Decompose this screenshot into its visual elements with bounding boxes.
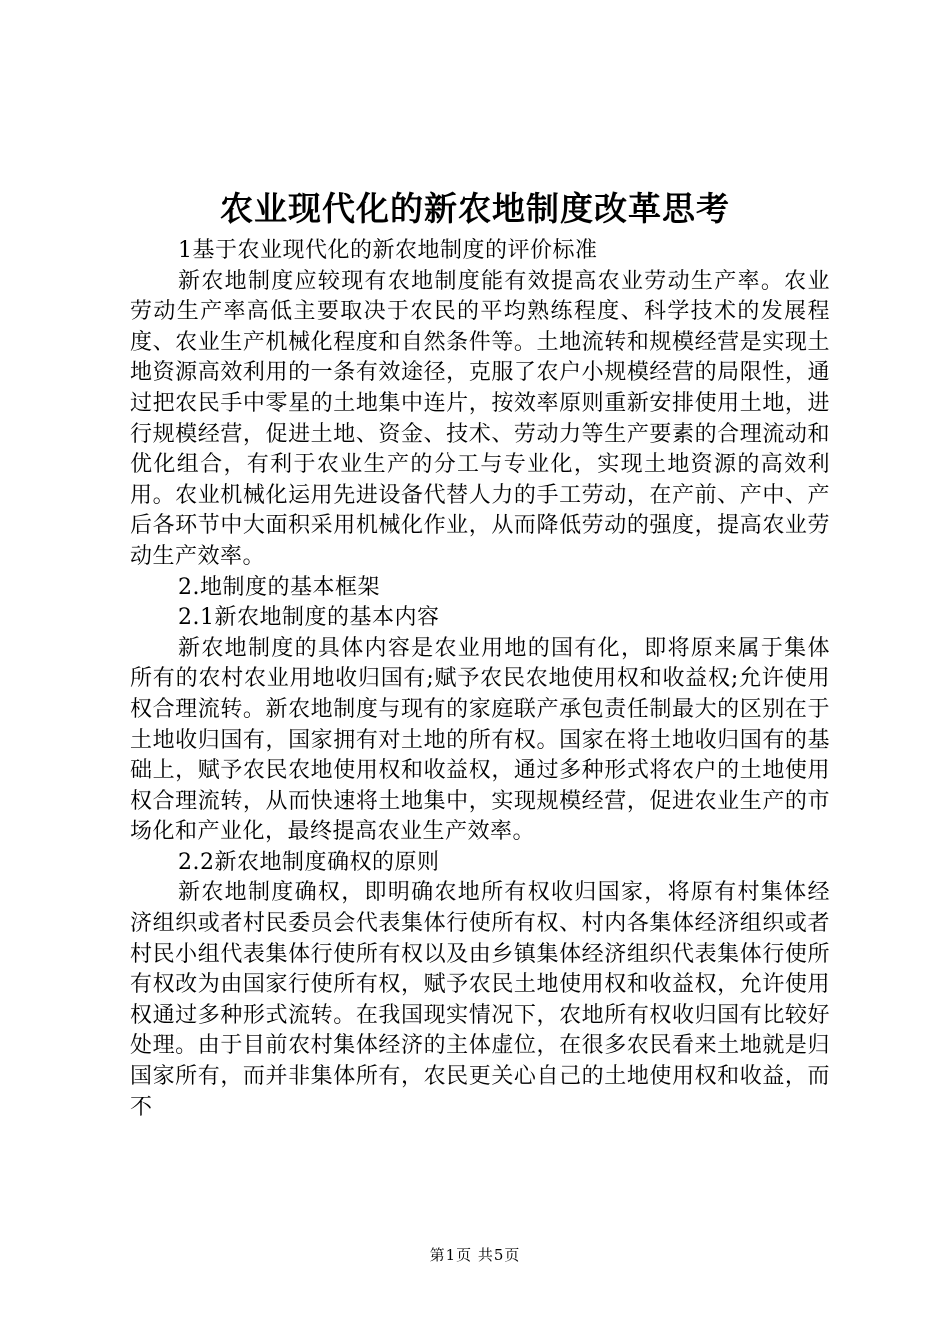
paragraph-1: 新农地制度应较现有农地制度能有效提高农业劳动生产率。农业劳动生产率高低主要取决于农民的平均熟练程度、科学技术的发展程度、农业生产机械化程度和自然条件等。土地流转和规模经营是实现土地资源高效利用的一条有效途径，克服了农户小规模经营的局限性，通过把农民手中零星的土地集中连片，按效率原则重新安排使用土地，进行规模经营，促进土地、资金、技术、劳动力等生产要素的合理流动和优化组合，有利于农业生产的分工与专业化，实现土地资源的高效利用。农业机械化运用先进设备代替人力的手工劳动，在产前、产中、产后各环节中大面积采用机械化作业，从而降低劳动的强度，提高农业劳动生产效率。 [130, 268, 830, 569]
paragraph-2: 新农地制度的具体内容是农业用地的国有化，即将原来属于集体所有的农村农业用地收归国有;赋予农民农地使用权和收益权;允许使用权合理流转。新农地制度与现有的家庭联产承包责任制最大的区别在于土地收归国有，国家拥有对土地的所有权。国家在将土地收归国有的基础上，赋予农民农地使用权和收益权，通过多种形式将农户的土地使用权合理流转，从而快速将土地集中，实现规模经营，促进农业生产的市场化和产业化，最终提高农业生产效率。 [130, 635, 830, 845]
document-body [130, 236, 830, 1123]
paragraph-3: 新农地制度确权，即明确农地所有权收归国家，将原有村集体经济组织或者村民委员会代表集体行使所有权、村内各集体经济组织或者村民小组代表集体行使所有权以及由乡镇集体经济组织代表集体行使所有权改为由国家行使所有权，赋予农民土地使用权和收益权，允许使用权通过多种形式流转。在我国现实情况下，农地所有权收归国有比较好处理。由于目前农村集体经济的主体虚位，在很多农民看来土地就是归国家所有，而并非集体所有，农民更关心自己的土地使用权和收益，而不 [130, 880, 830, 1120]
section-heading-2: 2.地制度的基本框架 [178, 574, 380, 600]
page-footer: 第1页 共5页 [429, 1246, 521, 1264]
section-heading-2-1: 2.1新农地制度的基本内容 [178, 605, 440, 631]
section-heading-2-2: 2.2新农地制度确权的原则 [178, 849, 440, 875]
document-title: 农业现代化的新农地制度改革思考 [220, 189, 730, 228]
section-heading-1: 1基于农业现代化的新农地制度的评价标准 [178, 238, 598, 263]
